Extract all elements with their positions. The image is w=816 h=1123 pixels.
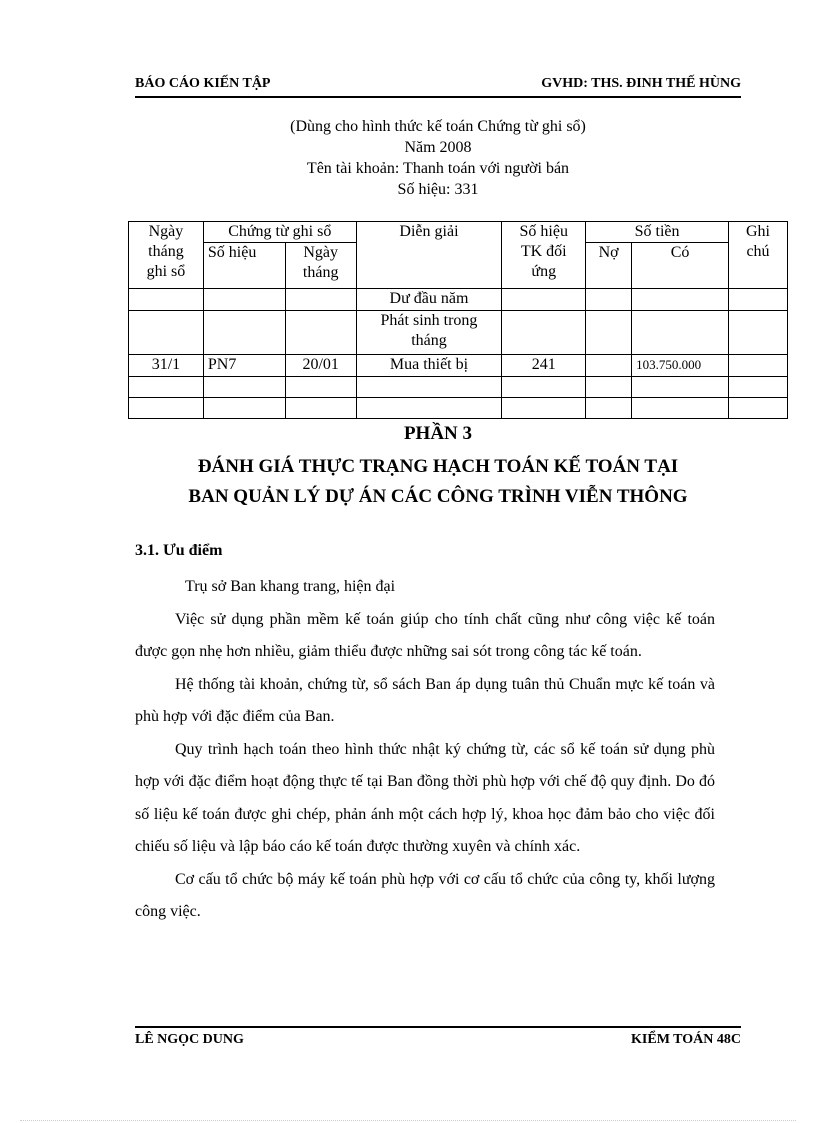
part-title: PHẦN 3 — [403, 423, 473, 444]
ngay-thang-cell: 20/01 — [285, 355, 356, 377]
table-row — [129, 311, 788, 355]
ngay-ghi-so-cell: 31/1 — [129, 355, 204, 377]
section-title: 3.1. Ưu điểm — [135, 542, 223, 559]
table-row — [129, 289, 788, 311]
paragraph-2: Việc sử dụng phần mềm kế toán giúp cho tính chất cũng như công việc kế toán được gọn nhẹ hơn nhiều, giảm thiểu được những sai sót trong công tác kế toán. — [135, 610, 715, 660]
header-chung-tu: Chứng từ ghi sổ — [203, 222, 356, 243]
header-left: BÁO CÁO KIẾN TẬP — [135, 76, 271, 91]
header-no: Nợ — [586, 243, 632, 289]
co-cell: 103.750.000 — [632, 355, 729, 377]
table-row — [129, 377, 788, 398]
table-header-row — [129, 222, 788, 243]
intro-line-2: Năm 2008 — [404, 139, 472, 156]
header-ngay-ghi-so: Ngày tháng ghi sổ — [129, 222, 204, 289]
header-so-tien: Số tiền — [586, 222, 729, 243]
header-ngay-thang: Ngày tháng — [285, 243, 356, 289]
dien-giai-cell: Phát sinh trong tháng — [356, 311, 502, 355]
footer-left: LÊ NGỌC DUNG — [135, 1032, 244, 1047]
main-title-line-1: ĐÁNH GIÁ THỰC TRẠNG HẠCH TOÁN KẾ TOÁN TẠI — [197, 456, 679, 477]
footer-right: KIỂM TOÁN 48C — [631, 1032, 741, 1047]
paragraph-3: Hệ thống tài khoản, chứng từ, sổ sách Ban áp dụng tuân thủ Chuẩn mực kế toán và phù hợp với đặc điểm của Ban. — [135, 675, 715, 725]
intro-line-4: Số hiệu: 331 — [397, 181, 479, 198]
header-ghi-chu: Ghi chú — [729, 222, 788, 289]
header-dien-giai: Diễn giải — [356, 222, 502, 289]
paragraph-5: Cơ cấu tổ chức bộ máy kế toán phù hợp với cơ cấu tổ chức của công ty, khối lượng công việc. — [135, 870, 715, 920]
page-footer — [135, 1026, 741, 1047]
paragraph-4: Quy trình hạch toán theo hình thức nhật ký chứng từ, các sổ kế toán sử dụng phù hợp với đặc điểm hoạt động thực tế tại Ban đồng thời phù hợp với chế độ quy định. Do đó số liệu kế toán được ghi chép, phản ánh một cách hợp lý, khoa học đảm bảo cho việc đối chiếu số liệu và lập báo cáo kế toán được thường xuyên và chính xác. — [135, 740, 715, 855]
header-co: Có — [632, 243, 729, 289]
main-title — [135, 452, 741, 512]
page-header — [135, 76, 741, 98]
intro-line-1: (Dùng cho hình thức kế toán Chứng từ ghi sổ) — [290, 118, 586, 135]
table-row — [129, 398, 788, 419]
tk-doi-ung-cell: 241 — [502, 355, 586, 377]
header-right: GVHD: THS. ĐINH THẾ HÙNG — [541, 76, 741, 91]
dien-giai-cell: Dư đầu năm — [356, 289, 502, 311]
paragraph-1: Trụ sở Ban khang trang, hiện đại — [185, 578, 396, 595]
ledger-intro — [135, 116, 741, 200]
page-edge-divider — [20, 1120, 796, 1121]
intro-line-3: Tên tài khoản: Thanh toán với người bán — [306, 160, 570, 177]
header-tk-doi-ung: Số hiệu TK đối ứng — [502, 222, 586, 289]
so-hieu-cell: PN7 — [203, 355, 285, 377]
main-title-line-2: BAN QUẢN LÝ DỰ ÁN CÁC CÔNG TRÌNH VIỄN THÔNG — [188, 486, 688, 507]
ledger-table — [128, 221, 788, 419]
dien-giai-cell: Mua thiết bị — [356, 355, 502, 377]
header-so-hieu: Số hiệu — [203, 243, 285, 289]
body-text — [135, 571, 715, 929]
table-row — [129, 355, 788, 377]
